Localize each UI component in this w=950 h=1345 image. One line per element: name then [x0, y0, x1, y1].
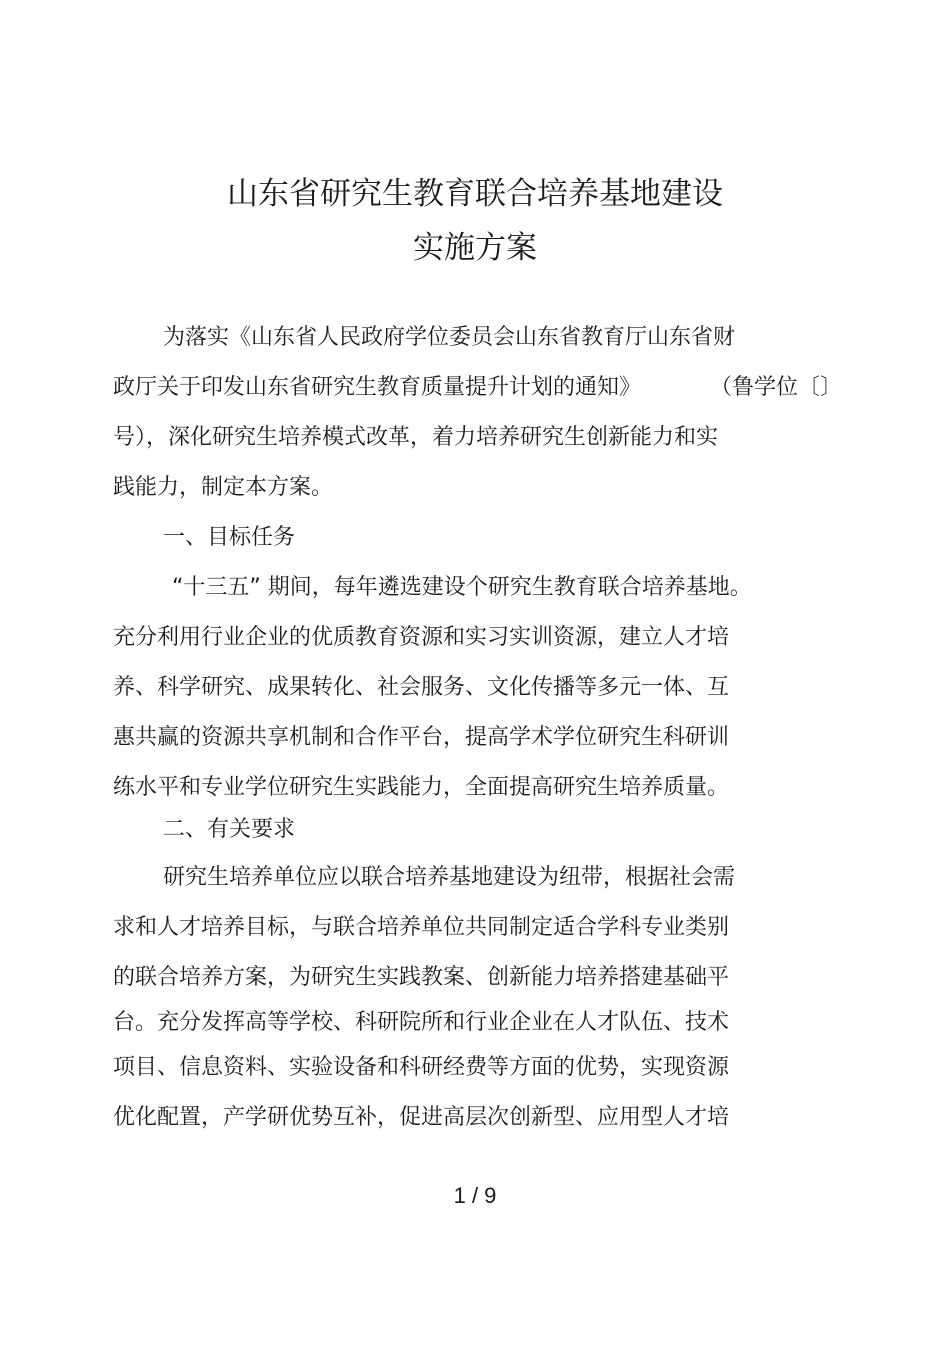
body-line-1: 为落实《山东省人民政府学位委员会山东省教育厅山东省财 [163, 325, 736, 350]
section-heading-2: 二、有关要求 [163, 817, 296, 842]
body-line-9: 练水平和专业学位研究生实践能力，全面提高研究生培养质量。 [113, 775, 730, 800]
body-line-12: 的联合培养方案，为研究生实践教案、创新能力培养搭建基础平 [113, 965, 730, 990]
body-line-8: 惠共赢的资源共享机制和合作平台，提高学术学位研究生科研训 [113, 725, 730, 750]
body-line-15: 优化配置，产学研优势互补，促进高层次创新型、应用型人才培 [113, 1105, 730, 1130]
body-line-11: 求和人才培养目标，与联合培养单位共同制定适合学科专业类别 [113, 915, 730, 940]
body-line-5: “十三五” 期间，每年遴选建设个研究生教育联合培养基地。 [172, 575, 752, 600]
page-number: 1 / 9 [453, 1183, 497, 1208]
section-heading-1: 一、目标任务 [163, 525, 296, 550]
body-line-4: 践能力，制定本方案。 [113, 475, 334, 500]
body-line-13: 台。充分发挥高等学校、科研院所和行业企业在人才队伍、技术 [113, 1010, 730, 1035]
document-title-line-2: 实施方案 [413, 230, 537, 266]
body-line-6: 充分利用行业企业的优质教育资源和实习实训资源，建立人才培 [113, 625, 730, 650]
body-line-7: 养、科学研究、成果转化、社会服务、文化传播等多元一体、互 [113, 675, 730, 700]
body-line-14: 项目、信息资料、实验设备和科研经费等方面的优势，实现资源 [113, 1055, 730, 1080]
body-line-3: 号），深化研究生培养模式改革，着力培养研究生创新能力和实 [113, 425, 719, 450]
document-title-line-1: 山东省研究生教育联合培养基地建设 [227, 176, 723, 212]
body-line-2: 政厅关于印发山东省研究生教育质量提升计划的通知》 [113, 375, 642, 400]
body-line-2-citation: （鲁学位〔〕 [710, 375, 843, 400]
body-line-10: 研究生培养单位应以联合培养基地建设为纽带，根据社会需 [163, 865, 736, 890]
